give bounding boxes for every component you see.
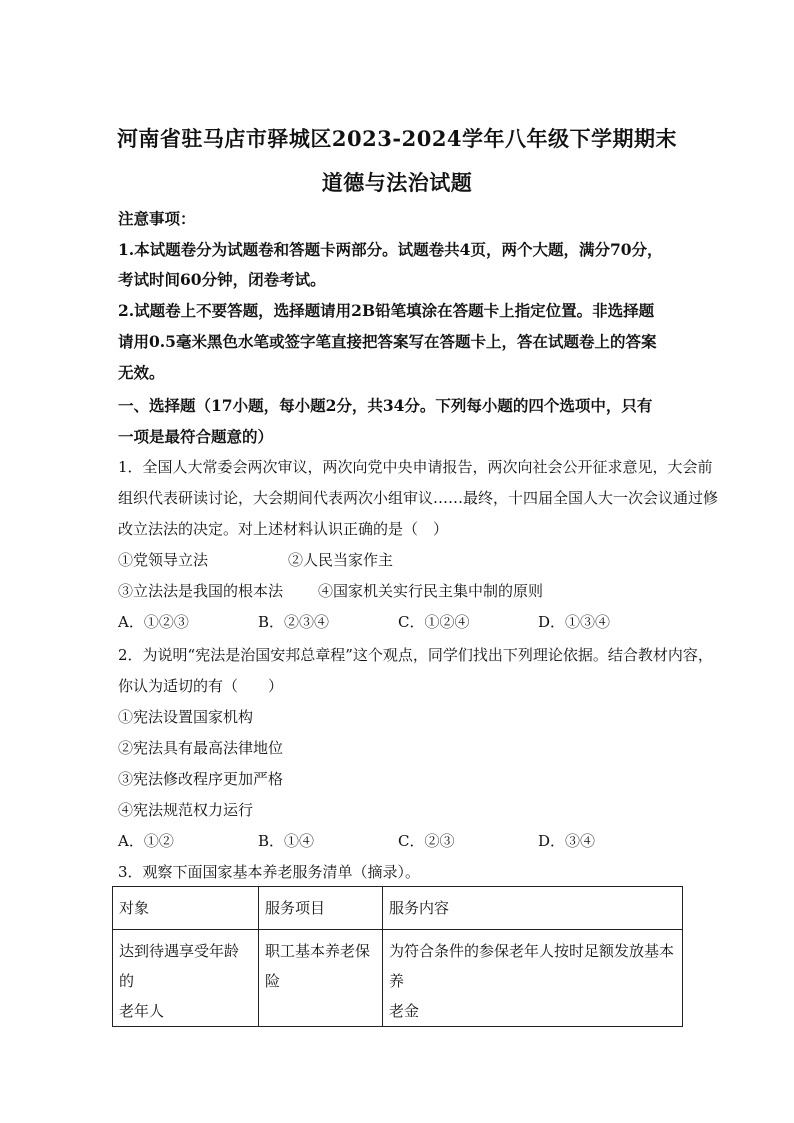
q1-statement-2: ②人民当家作主 xyxy=(288,551,394,569)
cell-text-line: 达到待遇享受年龄的 xyxy=(119,942,240,990)
exam-title-line2: 道德与法治试题 xyxy=(321,170,473,195)
cell-text-line: 为符合条件的参保老年人按时足额发放基本养 xyxy=(389,942,675,990)
q1-option-a: A．①②③ xyxy=(118,613,189,631)
table-header-cell: 对象 xyxy=(113,887,259,930)
notice-item1-line1: 1.本试题卷分为试题卷和答题卡两部分。试题卷共4页，两个大题，满分70分， xyxy=(118,240,663,259)
q2-statement-3: ③宪法修改程序更加严格 xyxy=(118,770,284,788)
cell-text-line: 职工基本养老保 xyxy=(265,942,371,960)
section1-heading-line1: 一、选择题（17小题，每小题2分，共34分。下列每小题的四个选项中，只有 xyxy=(118,396,653,415)
table-cell-service-content xyxy=(383,930,683,1027)
notice-item2-line2: 请用0.5毫米黑色水笔或签字笔直接把答案写在答题卡上，答在试题卷上的答案 xyxy=(118,332,657,351)
q2-option-c: C．②③ xyxy=(398,832,455,850)
q2-statement-1: ①宪法设置国家机构 xyxy=(118,708,254,726)
pension-service-table xyxy=(112,886,683,1027)
q3-stem-line1: 3．观察下面国家基本养老服务清单（摘录）。 xyxy=(118,863,421,881)
section1-heading-line2: 一项是最符合题意的） xyxy=(118,427,274,446)
q1-stem-line2: 组织代表研读讨论，大会期间代表两次小组审议……最终，十四届全国人大一次会议通过修 xyxy=(118,489,719,507)
q2-option-d: D．③④ xyxy=(538,832,596,850)
notice-item2-line3: 无效。 xyxy=(118,363,165,382)
notice-item1-line2: 考试时间60分钟，闭卷考试。 xyxy=(118,270,326,289)
table-header-cell: 服务内容 xyxy=(383,887,683,930)
q1-option-b: B．②③④ xyxy=(258,613,330,631)
q2-stem-line2: 你认为适切的有（ ） xyxy=(118,677,284,695)
exam-title-line1: 河南省驻马店市驿城区2023-2024学年八年级下学期期末 xyxy=(116,126,678,151)
q1-statement-1: ①党领导立法 xyxy=(118,551,209,569)
notice-item2-line1: 2.试题卷上不要答题，选择题请用2B铅笔填涂在答题卡上指定位置。非选择题 xyxy=(118,301,655,320)
q1-option-d: D．①③④ xyxy=(538,613,611,631)
q2-stem-line1: 2．为说明“宪法是治国安邦总章程”这个观点，同学们找出下列理论依据。结合教材内容， xyxy=(118,646,713,664)
q2-statement-4: ④宪法规范权力运行 xyxy=(118,801,254,819)
table-row xyxy=(113,930,683,1027)
table-header-cell: 服务项目 xyxy=(259,887,383,930)
q1-statement-4: ④国家机关实行民主集中制的原则 xyxy=(318,582,544,600)
cell-text-line: 老金 xyxy=(389,1002,420,1020)
q2-statement-2: ②宪法具有最高法律地位 xyxy=(118,739,284,757)
notice-heading: 注意事项： xyxy=(118,209,196,228)
q2-option-a: A．①② xyxy=(118,832,174,850)
cell-text-line: 老年人 xyxy=(119,1002,165,1020)
q2-option-b: B．①④ xyxy=(258,832,315,850)
q1-statement-3: ③立法法是我国的根本法 xyxy=(118,582,284,600)
q1-option-c: C．①②④ xyxy=(398,613,470,631)
cell-text-line: 险 xyxy=(265,972,281,990)
q1-stem-line1: 1．全国人大常委会两次审议，两次向党中央申请报告，两次向社会公开征求意见，大会前 xyxy=(118,458,713,476)
table-header-row xyxy=(113,887,683,930)
table-cell-object xyxy=(113,930,259,1027)
q1-stem-line3: 改立法法的决定。对上述材料认识正确的是（ ） xyxy=(118,520,449,538)
table-cell-service-item xyxy=(259,930,383,1027)
